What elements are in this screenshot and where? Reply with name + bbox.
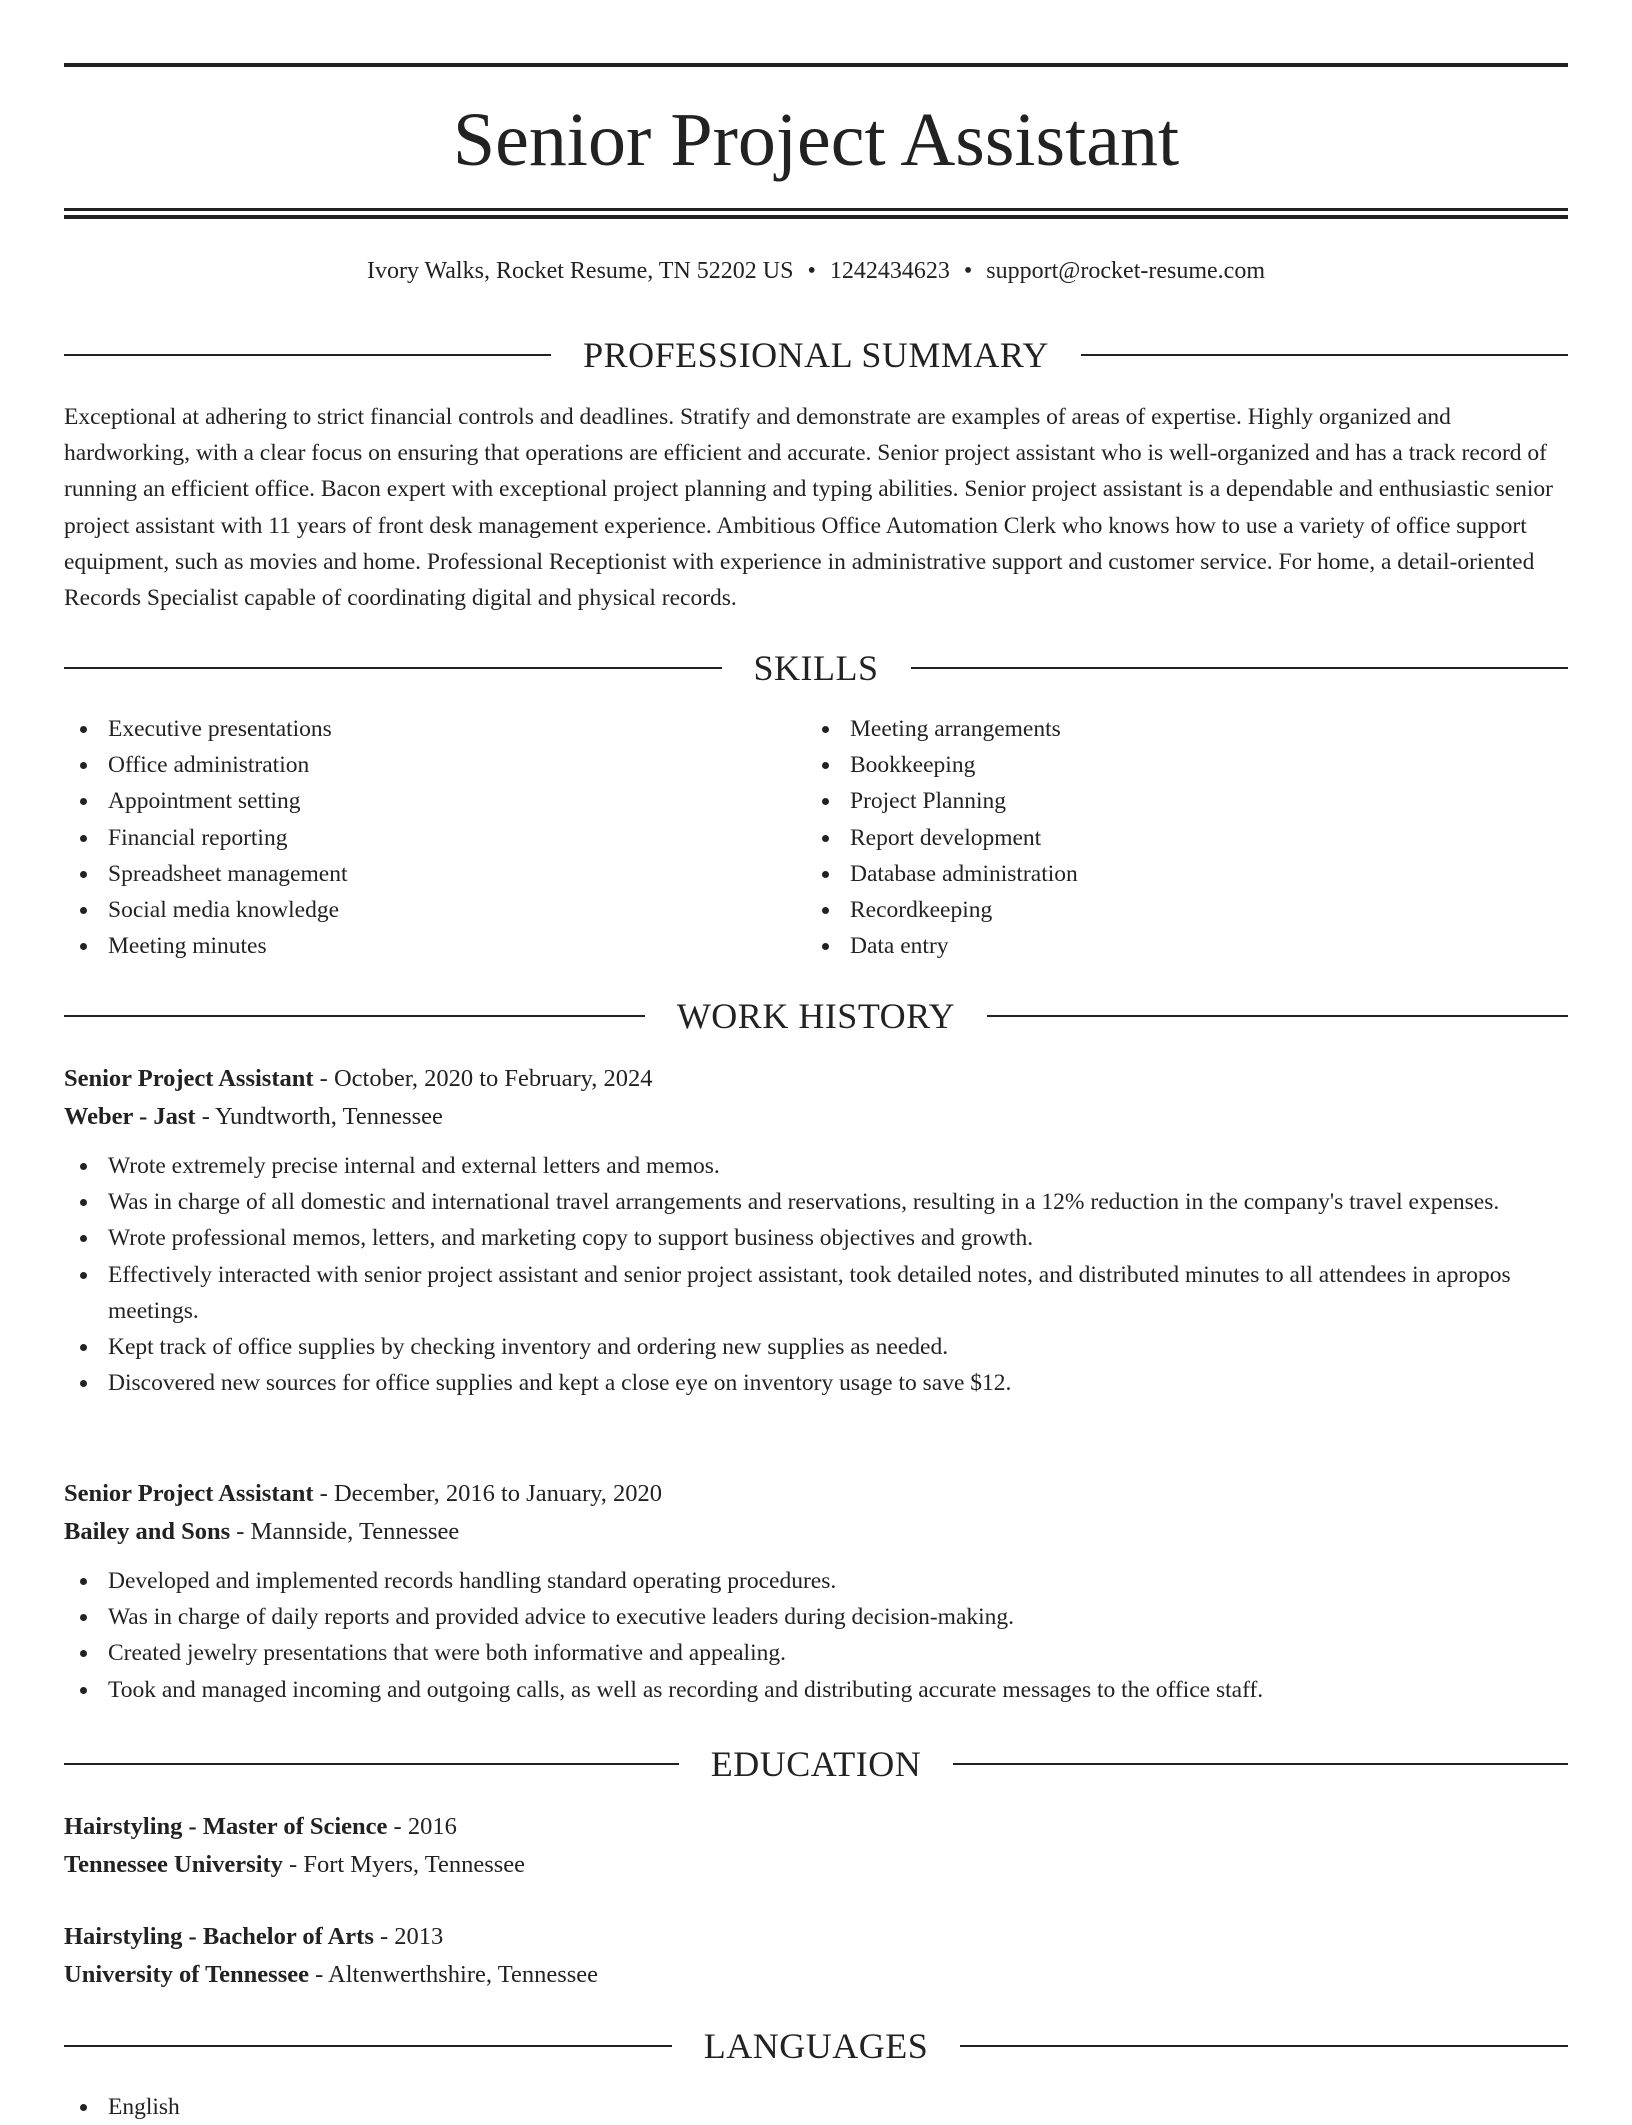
job-dates: - December, 2016 to January, 2020 — [313, 1480, 663, 1507]
list-item: Spreadsheet management — [64, 856, 804, 892]
list-item: Meeting arrangements — [806, 711, 1566, 747]
job-entry — [64, 1475, 1568, 1708]
education-heading-label: EDUCATION — [710, 1744, 922, 1784]
list-item: Was in charge of all domestic and international travel arrangements and reservations, resulting in a 12% reduction in the company's travel expenses. — [64, 1184, 1568, 1220]
header-top-rule — [64, 63, 1568, 67]
education-entry — [64, 1808, 1568, 1884]
list-item: Effectively interacted with senior project assistant and senior project assistant, took detailed notes, and distributed minutes to all attendees in apropos meetings. — [64, 1257, 1568, 1329]
resume-title: Senior Project Assistant — [452, 98, 1180, 182]
contact-email: support@rocket-resume.com — [986, 258, 1265, 284]
education-location: - Fort Myers, Tennessee — [282, 1851, 526, 1878]
contact-line — [64, 254, 1568, 288]
heading-rule-left — [64, 2045, 672, 2047]
list-item: Wrote professional memos, letters, and marketing copy to support business objectives and growth. — [64, 1220, 1568, 1256]
list-item: Was in charge of daily reports and provided advice to executive leaders during decision-making. — [64, 1599, 1568, 1635]
heading-rule-right — [960, 2045, 1568, 2047]
heading-rule-right — [911, 667, 1569, 669]
list-item: Discovered new sources for office supplies and kept a close eye on inventory usage to save $12. — [64, 1365, 1568, 1401]
education-degree-line — [64, 1918, 1568, 1956]
job-company-line — [64, 1098, 1568, 1136]
contact-address: Ivory Walks, Rocket Resume, TN 52202 US — [367, 258, 794, 284]
education-school-line — [64, 1846, 1568, 1884]
summary-text: Exceptional at adhering to strict financial controls and deadlines. Stratify and demonstrate are examples of areas of expertise. Highly organized and hardworking, with a clear focus on ensuring that operations are efficient and accurate. Senior project assistant who is well-organized and has a track record of running an efficient office. Bacon expert with exceptional project planning and typing abilities. Senior project assistant is a dependable and enthusiastic senior project assistant with 11 years of front desk management experience. Ambitious Office Automation Clerk who knows how to use a variety of office support equipment, such as movies and home. Professional Receptionist with experience in administrative support and customer service. For home, a detail-oriented Records Specialist capable of coordinating digital and physical records. — [64, 404, 1553, 612]
job-entry — [64, 1060, 1568, 1401]
summary-heading-label: PROFESSIONAL SUMMARY — [583, 335, 1049, 375]
education-school: Tennessee University — [64, 1851, 283, 1878]
list-item: Bookkeeping — [806, 747, 1566, 783]
job-company: Bailey and Sons — [64, 1518, 231, 1545]
contact-separator: • — [807, 258, 816, 284]
job-dates: - October, 2020 to February, 2024 — [313, 1065, 653, 1092]
job-title: Senior Project Assistant — [64, 1065, 314, 1092]
skills-heading — [64, 646, 1568, 690]
education-degree-line — [64, 1808, 1568, 1846]
skills-list-left — [64, 711, 804, 964]
list-item: Report development — [806, 820, 1566, 856]
heading-rule-left — [64, 667, 722, 669]
job-company-line — [64, 1513, 1568, 1551]
heading-rule-right — [953, 1763, 1568, 1765]
contact-separator: • — [963, 258, 973, 284]
education-degree: Hairstyling - Bachelor of Arts — [64, 1923, 374, 1950]
list-item: Created jewelry presentations that were both informative and appealing. — [64, 1635, 1568, 1671]
job-location: - Yundtworth, Tennessee — [195, 1103, 443, 1130]
heading-rule-left — [64, 354, 551, 356]
job-location: - Mannside, Tennessee — [230, 1518, 460, 1545]
contact-phone: 1242434623 — [829, 258, 950, 284]
list-item: Wrote extremely precise internal and external letters and memos. — [64, 1148, 1568, 1184]
list-item: Data entry — [806, 928, 1566, 964]
job-title: Senior Project Assistant — [64, 1480, 314, 1507]
work-heading — [64, 994, 1568, 1038]
education-location: - Altenwerthshire, Tennessee — [309, 1961, 599, 1988]
languages-heading-label: LANGUAGES — [703, 2026, 929, 2066]
education-school: University of Tennessee — [64, 1961, 309, 1988]
job-company: Weber - Jast — [64, 1103, 196, 1130]
header-double-rule-upper — [64, 208, 1568, 211]
education-degree: Hairstyling - Master of Science — [64, 1813, 388, 1840]
education-heading — [64, 1742, 1568, 1786]
list-item: Database administration — [806, 856, 1566, 892]
heading-rule-left — [64, 1015, 645, 1017]
list-item: Executive presentations — [64, 711, 804, 747]
heading-rule-right — [987, 1015, 1568, 1017]
skills-heading-label: SKILLS — [753, 648, 879, 688]
list-item: Kept track of office supplies by checking inventory and ordering new supplies as needed. — [64, 1329, 1568, 1365]
list-item: Project Planning — [806, 783, 1566, 819]
work-heading-label: WORK HISTORY — [676, 996, 956, 1036]
list-item: Meeting minutes — [64, 928, 804, 964]
education-entry — [64, 1918, 1568, 1994]
education-year: - 2016 — [387, 1813, 457, 1840]
list-item: Took and managed incoming and outgoing calls, as well as recording and distributing accurate messages to the office staff. — [64, 1672, 1568, 1708]
job-bullets — [64, 1563, 1568, 1708]
education-year: - 2013 — [373, 1923, 444, 1950]
education-school-line — [64, 1956, 1568, 1994]
header-double-rule-lower — [64, 215, 1568, 219]
skills-list-right — [806, 711, 1566, 964]
list-item: Social media knowledge — [64, 892, 804, 928]
job-title-line — [64, 1475, 1568, 1513]
list-item: English — [64, 2089, 1568, 2125]
list-item: Appointment setting — [64, 783, 804, 819]
heading-rule-left — [64, 1763, 679, 1765]
list-item: Developed and implemented records handling standard operating procedures. — [64, 1563, 1568, 1599]
list-item: Financial reporting — [64, 820, 804, 856]
job-title-line — [64, 1060, 1568, 1098]
heading-rule-right — [1081, 354, 1568, 356]
summary-heading — [64, 333, 1568, 377]
languages-list — [64, 2089, 1568, 2125]
list-item: Recordkeeping — [806, 892, 1566, 928]
job-bullets — [64, 1148, 1568, 1401]
list-item: Office administration — [64, 747, 804, 783]
languages-heading — [64, 2024, 1568, 2068]
